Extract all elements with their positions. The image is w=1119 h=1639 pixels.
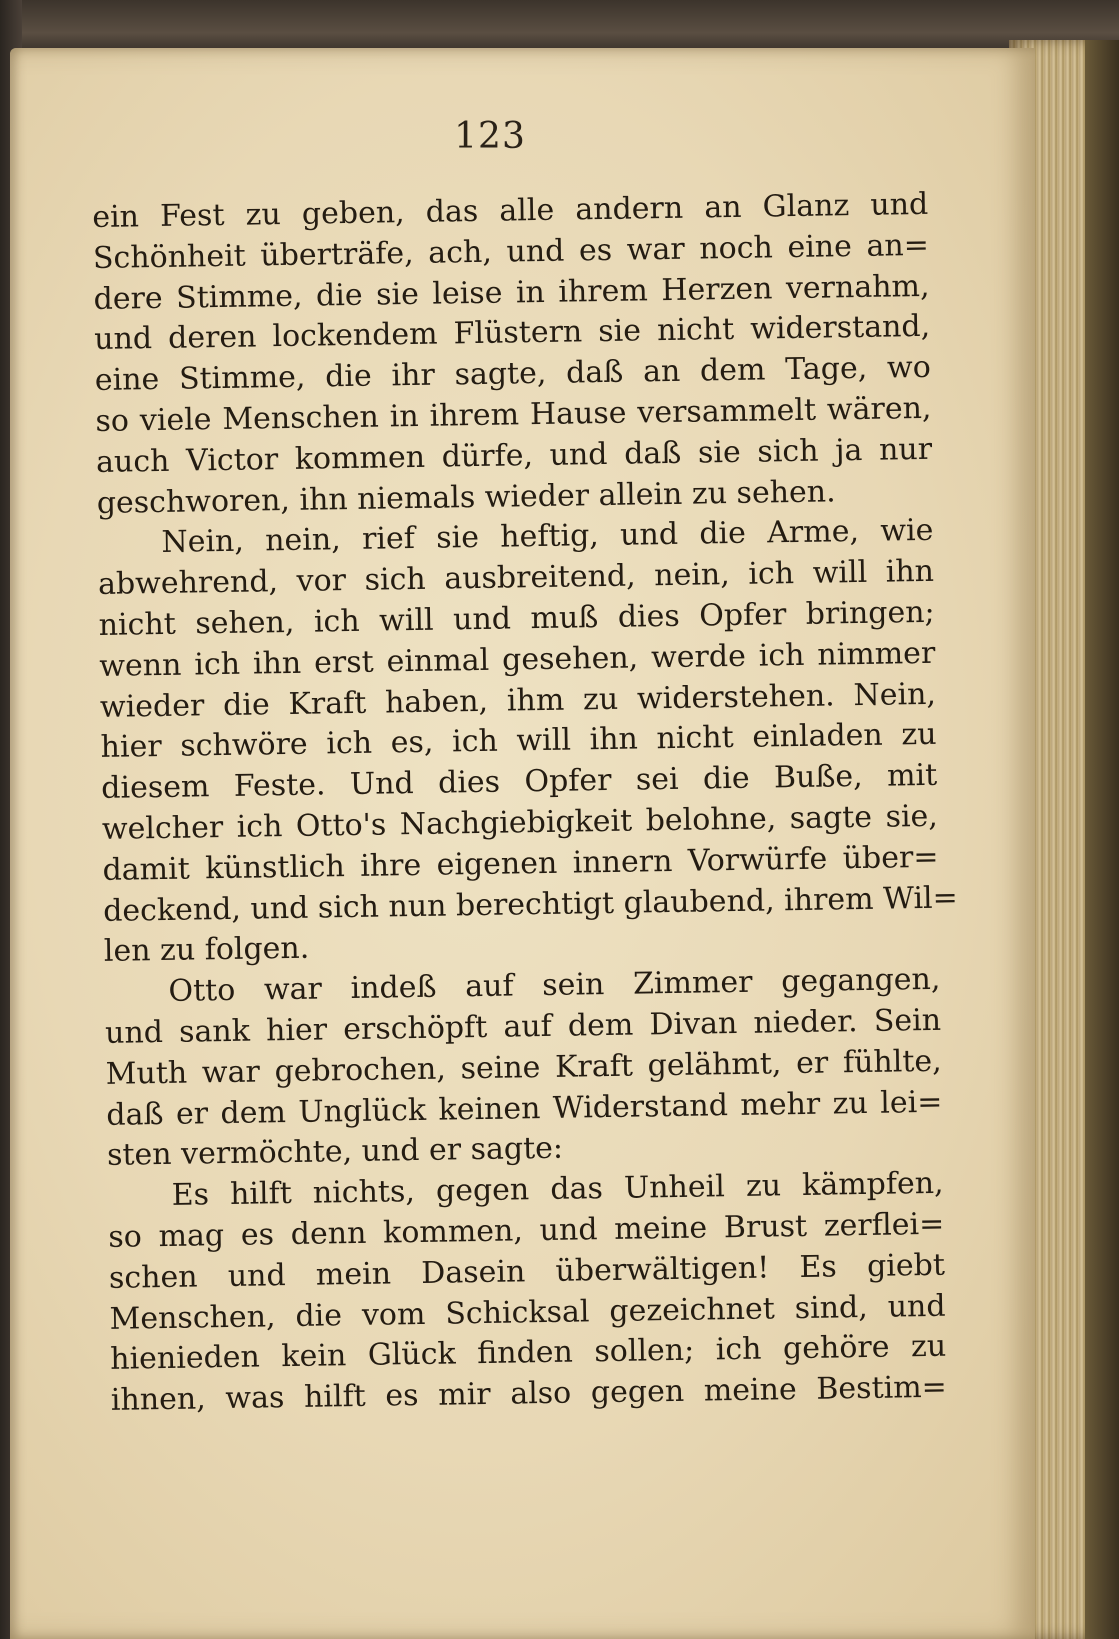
text-line: hienieden kein Glück finden sollen; ich gehöre zu [109,1329,947,1378]
text-line: Otto war indeß auf sein Zimmer gegangen, [168,961,941,1010]
text-line: schen und mein Dasein überwältigen! Es giebt [108,1247,946,1296]
text-line: ihnen, was hilft es mir also gegen meine Bestim= [110,1369,948,1418]
text-line: dere Stimme, die sie leise in ihrem Herzen vernahm, [93,268,930,317]
text-line: hier schwöre ich es, ich will ihn nicht einladen zu [100,717,937,766]
text-line: und deren lockendem Flüstern sie nicht widerstand, [93,309,931,358]
text-line: Menschen, die vom Schicksal gezeichnet sind, und [109,1288,946,1337]
text-line: so mag es denn kommen, und meine Brust zerflei= [108,1206,945,1255]
text-line: geschworen, ihn niemals wieder allein zu sehen. [96,473,836,521]
text-line: und sank hier erschöpft auf dem Divan nieder. Sein [104,1002,942,1051]
text-line: welcher ich Otto's Nachgiebigkeit belohne, sagte sie, [101,798,939,847]
text-line: diesem Feste. Und dies Opfer sei die Buße, mit [101,757,938,807]
text-line: daß er dem Unglück keinen Widerstand mehr zu lei= [106,1084,943,1133]
text-line: Muth war gebrochen, seine Kraft gelähmt, er fühlte, [105,1043,942,1092]
text-line: len zu folgen. [103,931,310,970]
text-line: ein Fest zu geben, das alle andern an Glanz und [92,186,929,235]
text-line: wenn ich ihn erst einmal gesehen, werde ich nimmer [99,635,936,684]
text-line: wieder die Kraft haben, ihm zu widerstehen. Nein, [99,676,937,725]
text-line: Nein, nein, rief sie heftig, und die Arme, wie [161,513,934,561]
text-line: auch Victor kommen dürfe, und daß sie sich ja nur [95,431,933,480]
text-block [92,185,959,1422]
text-line: nicht sehen, ich will und muß dies Opfer bringen; [98,594,935,643]
text-line: deckend, und sich nun berechtigt glaubend, ihrem Wil= [102,880,959,929]
text-line: abwehrend, vor sich ausbreitend, nein, ich will ihn [97,553,935,603]
text-line: so viele Menschen in ihrem Hause versammelt wären, [95,390,932,439]
book-page [10,48,1035,1639]
text-line: eine Stimme, die ihr sagte, daß an dem Tage, wo [94,350,932,399]
page-number: 123 [454,116,526,157]
text-line: Schönheit überträfe, ach, und es war noch eine an= [92,227,930,276]
text-line: sten vermöchte, und er sagte: [106,1131,564,1174]
text-line: Es hilft nichts, gegen das Unheil zu kämpfen, [171,1165,944,1213]
text-line: damit künstlich ihre eigenen innern Vorwürfe über= [102,839,939,888]
